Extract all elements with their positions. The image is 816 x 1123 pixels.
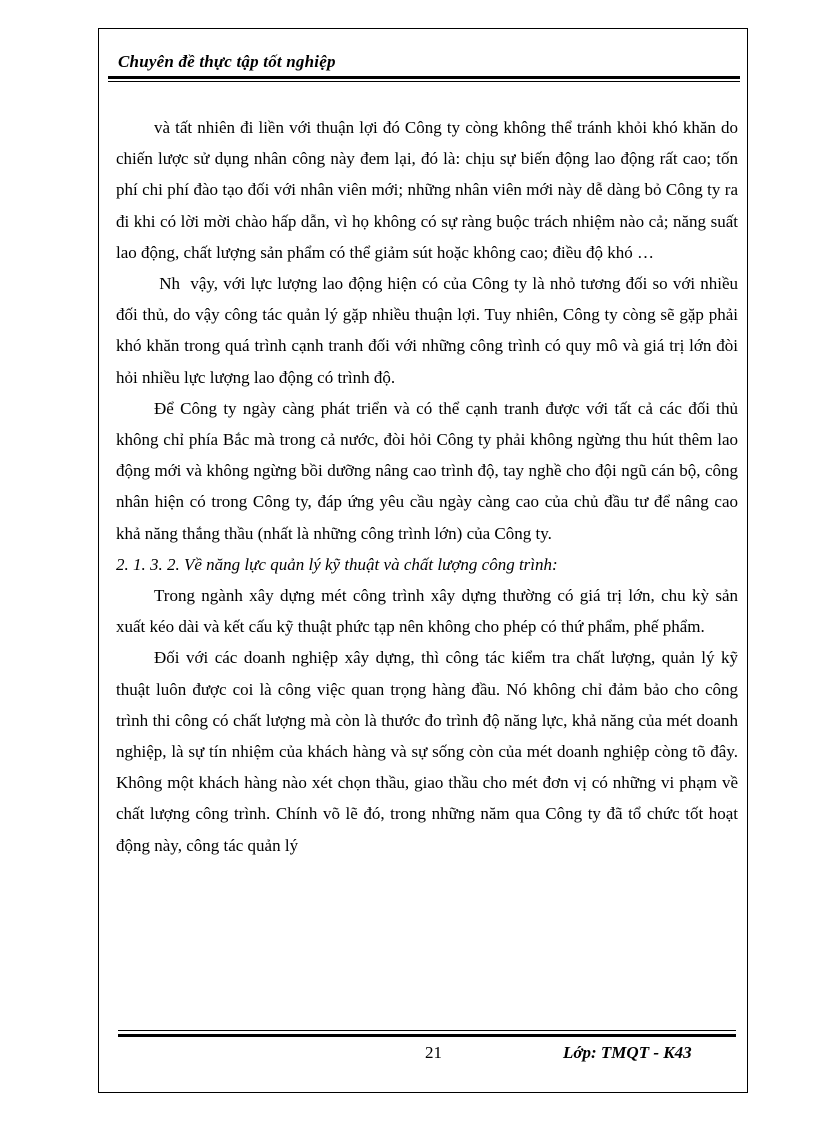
section-heading: 2. 1. 3. 2. Về năng lực quản lý kỹ thuật và chất lượng công trình: (116, 554, 558, 574)
footer-rule-thin (118, 1030, 736, 1031)
header-rule-thin (108, 81, 740, 82)
footer-rule (118, 1034, 736, 1037)
paragraph: Nh vậy, với lực lượng lao động hiện có của Công ty là nhỏ tương đối so với nhiều đối thủ, do vậy công tác quản lý gặp nhiều thuận lợi. Tuy nhiên, Công ty còng sẽ gặp phải khó khăn trong quá trình cạnh tranh đối với những công trình có quy mô và giá trị lớn đòi hỏi nhiều lực lượng lao động có trình độ. (116, 274, 743, 387)
document-body (116, 112, 743, 861)
paragraph: Đối với các doanh nghiệp xây dựng, thì công tác kiểm tra chất lượng, quản lý kỹ thuật luôn được coi là công việc quan trọng hàng đầu. Nó không chỉ đảm bảo cho công trình thi công có chất lượng mà còn là thước đo trình độ năng lực, khả năng của mét doanh nghiệp, là sự tín nhiệm của khách hàng và sự sống còn của mét doanh nghiệp còng tõ đây. Không một khách hàng nào xét chọn thầu, giao thầu cho mét đơn vị có những vi phạm về chất lượng công trình. Chính võ lẽ đó, trong những năm qua Công ty đã tổ chức tốt hoạt động này, công tác quản lý (116, 648, 738, 855)
page-number: 21 (425, 1043, 442, 1062)
paragraph: Để Công ty ngày càng phát triển và có thể cạnh tranh được với tất cả các đối thủ không chỉ phía Bắc mà trong cả nước, đòi hỏi Công ty phải không ngừng thu hút thêm lao động mới và không ngừng bồi dưỡng nâng cao trình độ, tay nghề cho đội ngũ cán bộ, công nhân hiện có trong Công ty, đáp ứng yêu cầu ngày càng cao của chủ đầu tư để nâng cao khả năng thắng thầu (nhất là những công trình lớn) của Công ty. (116, 398, 738, 543)
border-bottom (98, 1092, 748, 1093)
header-title: Chuyên đề thực tập tốt nghiệp (118, 52, 336, 71)
border-top (98, 28, 748, 29)
class-label: Lớp: TMQT - K43 (563, 1043, 692, 1062)
border-left (98, 28, 99, 1093)
header-rule (108, 76, 740, 79)
paragraph: và tất nhiên đi liền với thuận lợi đó Công ty còng không thể tránh khỏi khó khăn do chiến lược sử dụng nhân công này đem lại, đó là: chịu sự biến động lao động rất cao; tốn phí chi phí đào tạo đối với nhân viên mới; những nhân viên mới này dễ dàng bỏ Công ty ra đi khi có lời mời chào hấp dẫn, vì họ không có sự ràng buộc trách nhiệm nào cả; năng suất lao động, chất lượng sản phẩm có thể giảm sút hoặc không cao; điều độ khó … (116, 118, 738, 262)
paragraph: Trong ngành xây dựng mét công trình xây dựng thường có giá trị lớn, chu kỳ sản xuất kéo dài và kết cấu kỹ thuật phức tạp nên không cho phép có thứ phẩm, phế phẩm. (116, 586, 738, 637)
border-right (747, 28, 748, 1093)
